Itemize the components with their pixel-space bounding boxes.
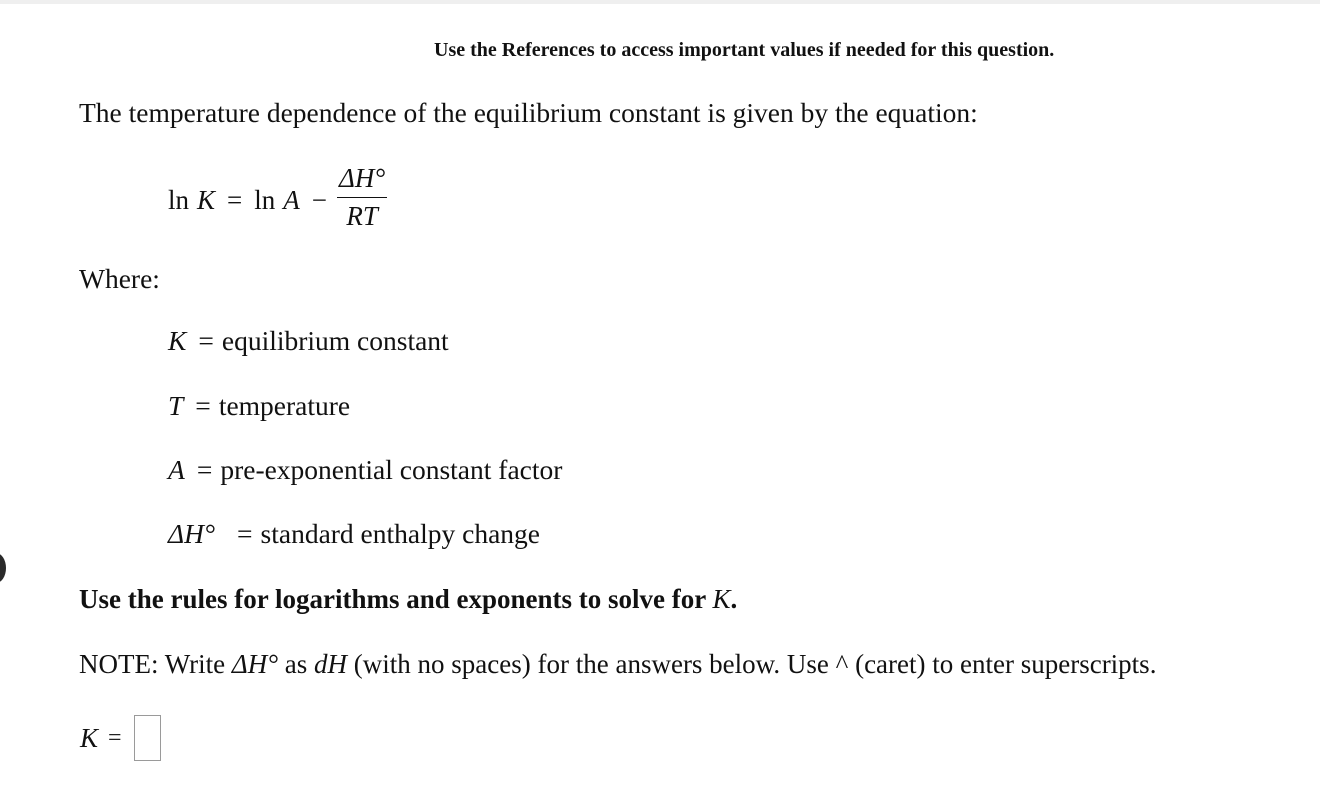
solve-instruction xyxy=(79,584,737,615)
definition-meaning: pre-exponential constant factor xyxy=(220,454,563,485)
instruction-var: K xyxy=(712,584,731,614)
definition-row xyxy=(168,325,449,357)
where-label: Where: xyxy=(79,263,160,294)
eq-equals: = xyxy=(227,184,243,215)
answer-label: K xyxy=(80,722,99,753)
definition-row xyxy=(168,454,562,486)
side-panel-handle[interactable] xyxy=(0,553,6,583)
top-divider-strip xyxy=(0,0,1320,4)
definition-meaning: equilibrium constant xyxy=(221,325,449,356)
references-note: Use the References to access important values if needed for this question. xyxy=(434,39,1055,61)
eq-lhs-fn: ln xyxy=(168,184,190,215)
answer-input[interactable] xyxy=(134,715,161,761)
note-part3: (with no spaces) for the answers below. Use ^ (caret) to enter superscripts. xyxy=(347,649,1157,679)
definition-equals: = xyxy=(237,518,253,549)
instruction-end: . xyxy=(730,584,738,614)
definition-symbol: ΔH° xyxy=(168,518,215,549)
note-part1: NOTE: Write xyxy=(79,649,232,679)
definition-row xyxy=(168,518,540,550)
definition-equals: = xyxy=(196,454,213,485)
eq-lhs-var: K xyxy=(197,184,216,215)
note-symbol-dh: dH xyxy=(314,649,348,679)
definition-meaning: temperature xyxy=(218,390,351,421)
eq-denominator: RT xyxy=(346,201,378,231)
eq-minus: − xyxy=(311,184,328,215)
definition-equals: = xyxy=(195,390,211,421)
answer-equals: = xyxy=(108,724,122,751)
eq-fraction xyxy=(337,163,387,231)
definition-row xyxy=(168,390,350,422)
eq-rhs-var: A xyxy=(283,184,300,215)
definition-symbol: A xyxy=(168,454,185,485)
note-part2: as xyxy=(278,649,315,679)
definition-symbol: T xyxy=(168,390,184,421)
equilibrium-equation xyxy=(168,160,387,240)
definition-meaning: standard enthalpy change xyxy=(260,518,540,549)
eq-rhs-fn: ln xyxy=(254,184,276,215)
eq-numerator: ΔH° xyxy=(337,163,387,198)
definition-equals: = xyxy=(198,325,214,356)
question-intro: The temperature dependence of the equilibrium constant is given by the equation: xyxy=(79,97,978,128)
note-symbol-dh-deg: ΔH° xyxy=(231,649,279,679)
answer-row xyxy=(80,713,161,763)
instruction-text: Use the rules for logarithms and exponents to solve for xyxy=(79,584,713,614)
note-text xyxy=(79,649,1156,680)
definition-symbol: K xyxy=(168,325,187,356)
